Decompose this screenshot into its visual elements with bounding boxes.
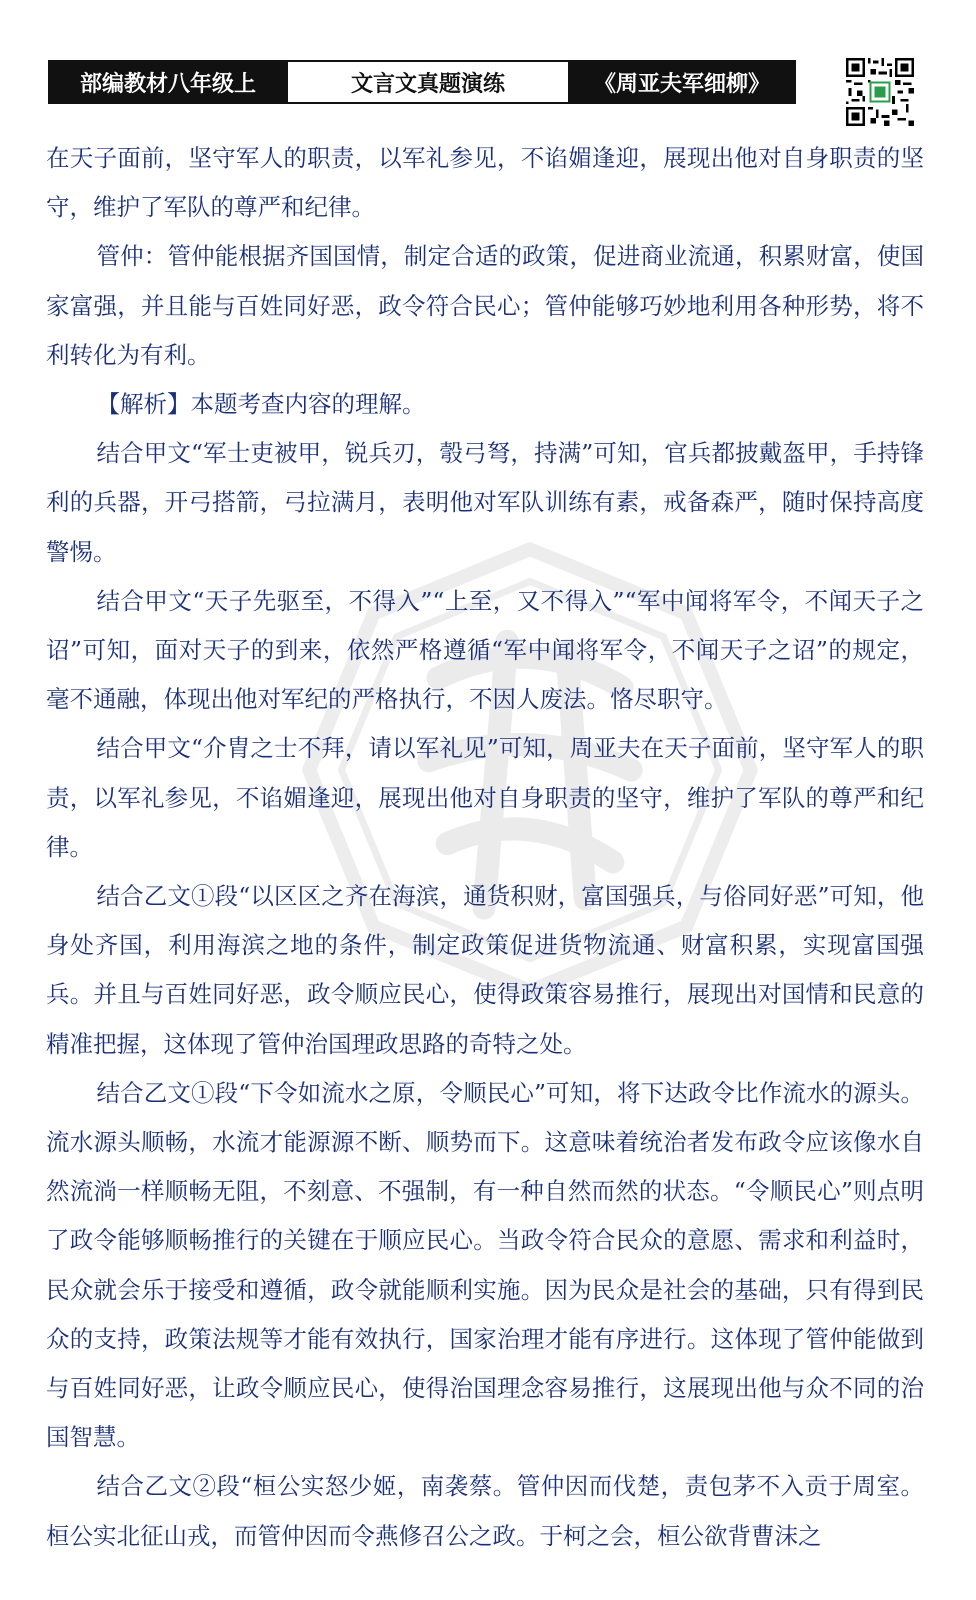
- header-textbook-label: 部编教材八年级上: [50, 62, 286, 102]
- header-lesson-title: 《周亚夫军细柳》: [570, 62, 794, 102]
- paragraph: 结合甲文“介胄之士不拜，请以军礼见”可知，周亚夫在天子面前，坚守军人的职责，以军礼参见，不谄媚逢迎，展现出他对自身职责的坚守，维护了军队的尊严和纪律。: [46, 734, 924, 861]
- paragraph: 结合乙文①段“以区区之齐在海滨，通货积财，富国强兵，与俗同好恶”可知，他身处齐国，利用海滨之地的条件，制定政策促进货物流通、财富积累，实现富国强兵。并且与百姓同好恶，政令顺应民心，使得政策容易推行，展现出对国情和民意的精准把握，这体现了管仲治国理政思路的奇特之处。: [46, 882, 924, 1058]
- paragraph: 结合甲文“天子先驱至，不得入”“上至，又不得入”“军中闻将军令，不闻天子之诏”可知，面对天子的到来，依然严格遵循“军中闻将军令，不闻天子之诏”的规定，毫不通融，体现出他对军纪的严格执行，不因人废法。恪尽职守。: [46, 586, 924, 714]
- paragraph: 结合乙文①段“下令如流水之原，令顺民心”可知，将下达政令比作流水的源头。流水源头顺畅，水流才能源源不断、顺势而下。这意味着统治者发布政令应该像水自然流淌一样顺畅无阻，不刻意、不强制，有一种自然而然的状态。“令顺民心”则点明了政令能够顺畅推行的关键在于顺应民心。当政令符合民众的意愿、需求和利益时，民众就会乐于接受和遵循，政令就能顺利实施。因为民众是社会的基础，只有得到民众的支持，政策法规等才能有效执行，国家治理才能有序进行。这体现了管仲能做到与百姓同好恶，让政令顺应民心，使得治国理念容易推行，这展现出他与众不同的治国智慧。: [46, 1078, 924, 1452]
- paragraph: 结合甲文“军士吏被甲，锐兵刃，彀弓弩，持满”可知，官兵都披戴盔甲，手持锋利的兵器，开弓搭箭，弓拉满月，表明他对军队训练有素，戒备森严，随时保持高度警惕。: [46, 439, 924, 566]
- analysis-heading: 【解析】本题考查内容的理解。: [96, 390, 426, 419]
- document-body: [46, 134, 924, 1561]
- qr-code-icon[interactable]: [846, 58, 914, 126]
- paragraph: 在天子面前，坚守军人的职责，以军礼参见，不谄媚逢迎，展现出他对自身职责的坚守，维护了军队的尊严和纪律。: [46, 144, 924, 222]
- paragraph: 管仲：管仲能根据齐国国情，制定合适的政策，促进商业流通，积累财富，使国家富强，并且能与百姓同好恶，政令符合民心；管仲能够巧妙地利用各种形势，将不利转化为有利。: [46, 242, 924, 369]
- header-section-title: 文言文真题演练: [286, 62, 570, 102]
- paragraph: 结合乙文②段“桓公实怒少姬，南袭蔡。管仲因而伐楚，责包茅不入贡于周室。桓公实北征山戎，而管仲因而令燕修召公之政。于柯之会，桓公欲背曹沫之: [46, 1472, 924, 1550]
- document-header: [48, 60, 796, 104]
